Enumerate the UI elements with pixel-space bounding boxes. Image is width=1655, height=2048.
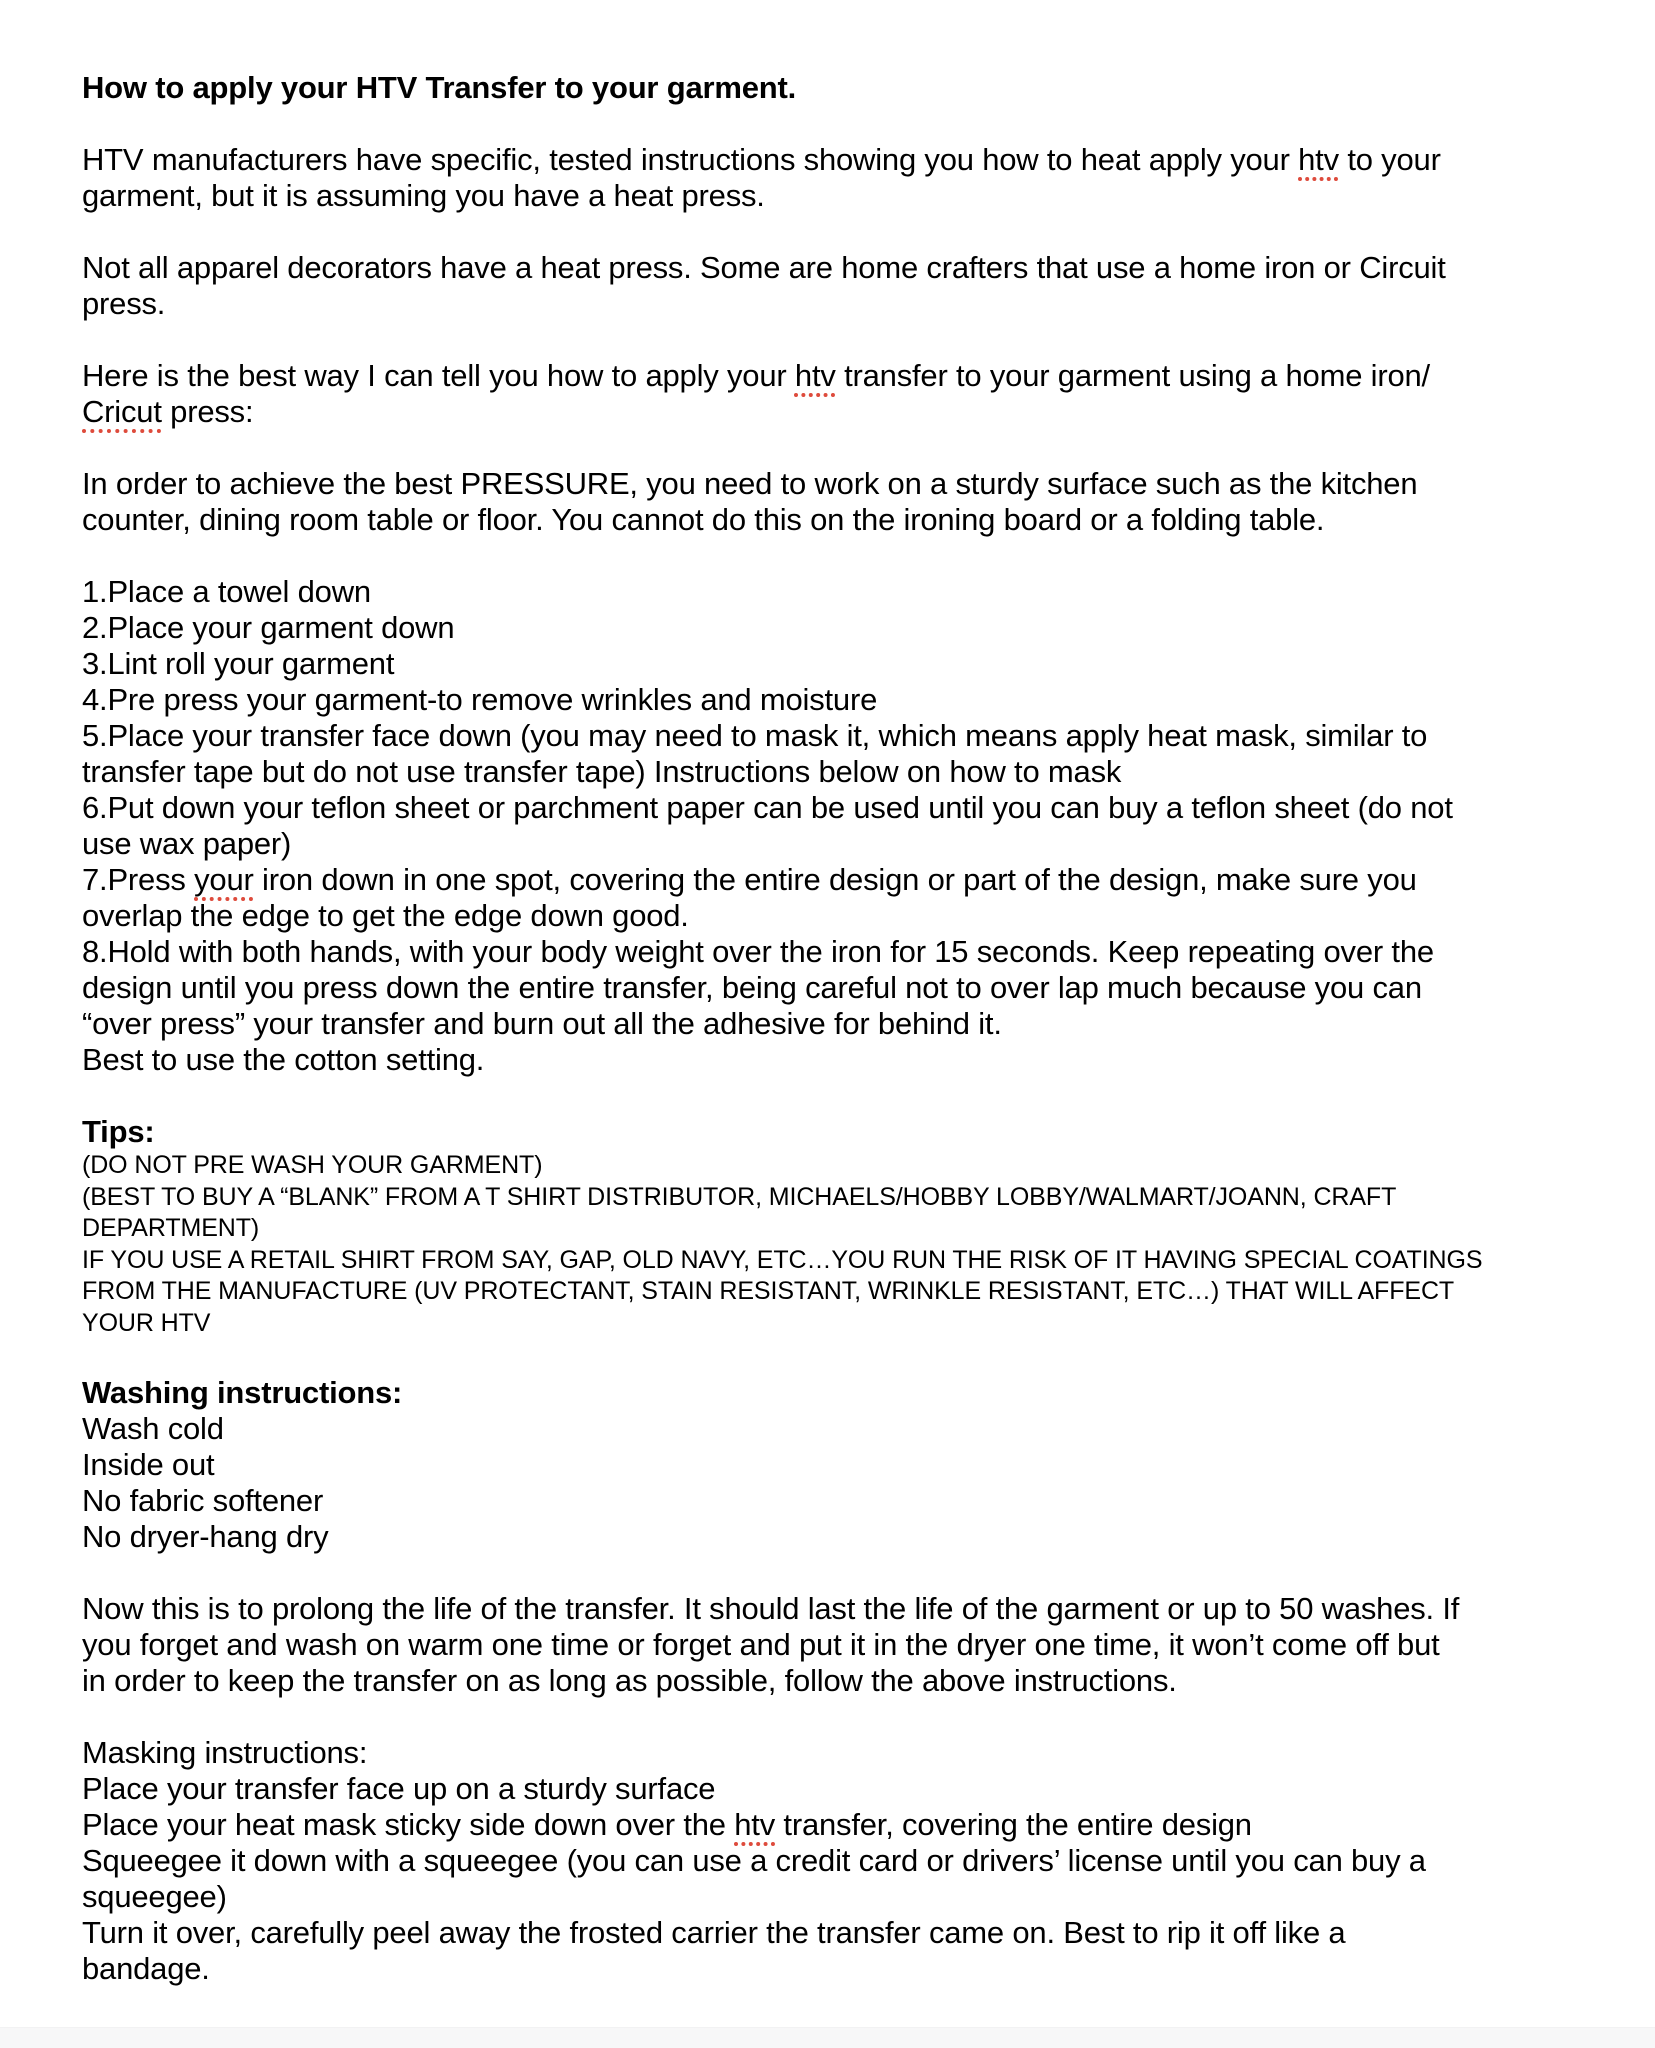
misspelled-word: htv	[734, 1807, 776, 1842]
text-line	[82, 1276, 1647, 1308]
text-line	[82, 1951, 1647, 1987]
text-line	[82, 1213, 1647, 1245]
text-run: Best to use the cotton setting.	[82, 1042, 485, 1077]
text-run: 8.Hold with both hands, with your body weight over the iron for 15 seconds. Keep repeating over the	[82, 934, 1434, 969]
text-run: squeegee)	[82, 1879, 227, 1914]
text-run: in order to keep the transfer on as long as possible, follow the above instructions.	[82, 1663, 1177, 1698]
text-line	[82, 1308, 1647, 1340]
text-line	[82, 1519, 1647, 1555]
text-run: you forget and wash on warm one time or forget and put it in the dryer one time, it won’t come off but	[82, 1627, 1440, 1662]
doc-title	[82, 70, 1647, 106]
text-run: garment, but it is assuming you have a heat press.	[82, 178, 765, 213]
text-run: (DO NOT PRE WASH YOUR GARMENT)	[82, 1151, 543, 1179]
text-run: Tips:	[82, 1114, 155, 1149]
text-run: Squeegee it down with a squeegee (you can use a credit card or drivers’ license until you can buy a	[82, 1843, 1426, 1878]
text-run: Inside out	[82, 1447, 215, 1482]
bottom-edge-bar	[0, 2027, 1655, 2048]
text-line	[82, 574, 1647, 610]
text-line	[82, 934, 1647, 970]
text-run: design until you press down the entire transfer, being careful not to over lap much because you can	[82, 970, 1422, 1005]
text-run: Now this is to prolong the life of the transfer. It should last the life of the garment or up to 50 washes. If	[82, 1591, 1460, 1626]
text-run: overlap the edge to get the edge down good.	[82, 898, 689, 933]
text-run: 1.Place a towel down	[82, 574, 371, 609]
text-line	[82, 1447, 1647, 1483]
text-run: How to apply your HTV Transfer to your garment.	[82, 70, 797, 105]
text-line	[82, 142, 1647, 178]
text-run: 6.Put down your teflon sheet or parchment paper can be used until you can buy a teflon sheet (do not	[82, 790, 1453, 825]
prolong-paragraph	[82, 1591, 1647, 1699]
text-run: press.	[82, 286, 166, 321]
text-run: Masking instructions:	[82, 1735, 368, 1770]
text-line	[82, 1182, 1647, 1214]
text-line	[82, 1879, 1647, 1915]
text-run: 7.Press	[82, 862, 195, 897]
text-run: transfer to your garment using a home iron/	[835, 358, 1430, 393]
text-line	[82, 1483, 1647, 1519]
misspelled-word: Cricut	[82, 394, 162, 429]
text-line	[82, 1591, 1647, 1627]
text-run: Place your heat mask sticky side down over the	[82, 1807, 735, 1842]
text-line	[82, 1843, 1647, 1879]
text-line	[82, 1915, 1647, 1951]
best-way-paragraph	[82, 358, 1647, 430]
text-line	[82, 682, 1647, 718]
text-run: Wash cold	[82, 1411, 224, 1446]
text-run: (BEST TO BUY A “BLANK” FROM A T SHIRT DISTRIBUTOR, MICHAELS/HOBBY LOBBY/WALMART/JOANN, CRAFT	[82, 1182, 1397, 1211]
text-line	[82, 862, 1647, 898]
text-run: In order to achieve the best PRESSURE, you need to work on a sturdy surface such as the kitchen	[82, 466, 1418, 501]
text-line	[82, 898, 1647, 934]
text-run: YOUR HTV	[82, 1308, 211, 1337]
text-run: No fabric softener	[82, 1483, 324, 1518]
text-line	[82, 1375, 1647, 1411]
text-run: bandage.	[82, 1951, 210, 1986]
text-run: 4.Pre press your garment-to remove wrinkles and moisture	[82, 682, 878, 717]
text-line	[82, 754, 1647, 790]
pressure-paragraph	[82, 466, 1647, 538]
text-line	[82, 826, 1647, 862]
text-line	[82, 718, 1647, 754]
text-run: 2.Place your garment down	[82, 610, 455, 645]
text-line	[82, 70, 1647, 106]
text-run: “over press” your transfer and burn out all the adhesive for behind it.	[82, 1006, 1002, 1041]
tips-section	[82, 1114, 1647, 1339]
text-run: to your	[1338, 142, 1441, 177]
text-line	[82, 1807, 1647, 1843]
text-run: Turn it over, carefully peel away the frosted carrier the transfer came on. Best to rip it off like a	[82, 1915, 1346, 1950]
masking-section	[82, 1735, 1647, 1987]
text-run: press:	[161, 394, 254, 429]
text-line	[82, 1735, 1647, 1771]
text-run: IF YOU USE A RETAIL SHIRT FROM SAY, GAP, OLD NAVY, ETC…YOU RUN THE RISK OF IT HAVING SPECIAL COATINGS	[82, 1245, 1483, 1274]
text-run: 5.Place your transfer face down (you may need to mask it, which means apply heat mask, similar to	[82, 718, 1428, 753]
text-line	[82, 1042, 1647, 1078]
text-run: 3.Lint roll your garment	[82, 646, 395, 681]
text-line	[82, 646, 1647, 682]
text-line	[82, 1245, 1647, 1277]
text-run: Washing instructions:	[82, 1375, 403, 1410]
text-run: No dryer-hang dry	[82, 1519, 329, 1554]
text-run: HTV manufacturers have specific, tested instructions showing you how to heat apply your	[82, 142, 1299, 177]
text-run: Place your transfer face up on a sturdy surface	[82, 1771, 716, 1806]
text-line	[82, 1627, 1647, 1663]
misspelled-word: htv	[794, 358, 836, 393]
text-line	[82, 970, 1647, 1006]
text-run: FROM THE MANUFACTURE (UV PROTECTANT, STAIN RESISTANT, WRINKLE RESISTANT, ETC…) THAT WILL AFFECT	[82, 1277, 1455, 1305]
misspelled-word: htv	[1298, 142, 1339, 177]
text-run: transfer tape but do not use transfer tape) Instructions below on how to mask	[82, 754, 1122, 789]
text-line	[82, 178, 1647, 214]
text-line	[82, 502, 1647, 538]
text-line	[82, 394, 1647, 430]
text-line	[82, 286, 1647, 322]
text-run: Here is the best way I can tell you how to apply your	[82, 358, 795, 393]
text-line	[82, 1114, 1647, 1150]
text-run: Not all apparel decorators have a heat press. Some are home crafters that use a home iron or Circuit	[82, 250, 1446, 285]
text-line	[82, 250, 1647, 286]
text-run: DEPARTMENT)	[82, 1214, 260, 1242]
text-line	[82, 1663, 1647, 1699]
text-line	[82, 1771, 1647, 1807]
washing-section	[82, 1375, 1647, 1555]
text-run: counter, dining room table or floor. You cannot do this on the ironing board or a folding table.	[82, 502, 1325, 537]
misspelled-word: your	[194, 862, 254, 897]
text-line	[82, 1411, 1647, 1447]
text-line	[82, 610, 1647, 646]
steps-list	[82, 574, 1647, 1078]
text-line	[82, 1006, 1647, 1042]
text-run: use wax paper)	[82, 826, 292, 861]
heat-press-paragraph	[82, 250, 1647, 322]
text-run: transfer, covering the entire design	[775, 1807, 1252, 1842]
intro-paragraph	[82, 142, 1647, 214]
text-run: iron down in one spot, covering the entire design or part of the design, make sure you	[253, 862, 1417, 897]
text-line	[82, 358, 1647, 394]
text-line	[82, 1150, 1647, 1182]
text-line	[82, 466, 1647, 502]
text-line	[82, 790, 1647, 826]
